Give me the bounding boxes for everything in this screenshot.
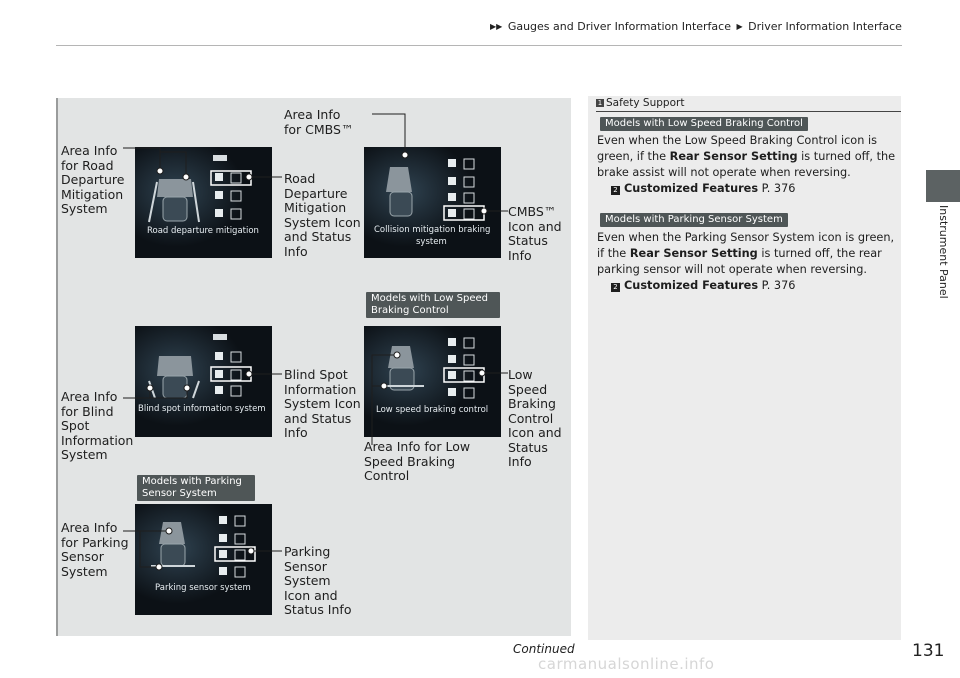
blind-spot-screen	[135, 326, 272, 437]
customized-features-link[interactable]: 2 Customized Features P. 376	[611, 278, 894, 294]
badge-parking-left: Models with Parking Sensor System	[137, 475, 255, 501]
label-area-info-low-speed: Area Info for Low Speed Braking Control	[364, 439, 471, 483]
breadcrumb-section[interactable]: Gauges and Driver Information Interface	[507, 20, 731, 33]
screen-caption-line-2: system	[416, 237, 447, 247]
continued-label: Continued	[513, 642, 575, 656]
breadcrumb-separator-icon: ▶	[736, 22, 743, 31]
label-area-info-road-departure: Area Info for Road Departure Mitigation System	[61, 143, 125, 216]
badge-low-speed-right: Models with Low Speed Braking Control	[600, 117, 808, 131]
label-area-info-parking: Area Info for Parking Sensor System	[61, 520, 129, 579]
screen-caption-line-1: Collision mitigation braking	[374, 225, 491, 235]
customized-features-link[interactable]: 2 Customized Features P. 376	[611, 181, 895, 197]
label-area-info-blind-spot: Area Info for Blind Spot Information System	[61, 389, 134, 462]
label-low-speed-icon: Low Speed Braking Control Icon and Status Info	[508, 367, 562, 469]
reference-arrow-icon: 2	[611, 186, 620, 195]
label-cmbs-icon: CMBS™ Icon and Status Info	[508, 204, 562, 263]
screen-caption: Road departure mitigation	[147, 226, 259, 236]
parking-sensor-screen	[135, 504, 272, 615]
watermark: carmanualsonline.info	[538, 655, 715, 673]
badge-low-speed-left: Models with Low Speed Braking Control	[366, 292, 500, 318]
page-number: 131	[912, 641, 945, 661]
collision-mitigation-screen	[364, 147, 501, 258]
road-departure-screen	[135, 147, 272, 258]
safety-support-heading: 1 Safety Support	[597, 97, 685, 109]
reference-arrow-icon: 2	[611, 283, 620, 292]
label-area-info-cmbs: Area Info for CMBS™	[284, 107, 354, 137]
chapter-label: Instrument Panel	[937, 205, 950, 299]
header-rule	[56, 45, 902, 46]
note-number-icon: 1	[597, 99, 603, 107]
badge-parking-right: Models with Parking Sensor System	[600, 213, 788, 227]
note-parking: Even when the Parking Sensor System icon is green, if the Rear Sensor Setting is turned off, the rear parking sensor will not operate when reversing. 2 Customized Features P. 376	[597, 231, 895, 292]
label-road-departure-icon: Road Departure Mitigation System Icon and Status Info	[284, 171, 361, 259]
low-speed-braking-screen	[364, 326, 501, 437]
screen-caption: Blind spot information system	[138, 404, 266, 414]
label-parking-icon: Parking Sensor System Icon and Status Info	[284, 544, 352, 617]
chapter-tab[interactable]	[926, 170, 960, 202]
screen-caption: Low speed braking control	[376, 405, 489, 415]
breadcrumb-prefix-icon: ▶▶	[490, 22, 503, 31]
label-blind-spot-icon: Blind Spot Information System Icon and Status Info	[284, 367, 361, 440]
safety-heading-rule	[596, 111, 901, 112]
screen-caption: Parking sensor system	[155, 583, 251, 593]
breadcrumb-page[interactable]: Driver Information Interface	[748, 20, 902, 33]
breadcrumb	[488, 20, 902, 33]
note-low-speed: Even when the Low Speed Braking Control icon is green, if the Rear Sensor Setting is turned off, the brake assist will not operate when reversing. 2 Customized Features P. 376	[597, 134, 896, 195]
